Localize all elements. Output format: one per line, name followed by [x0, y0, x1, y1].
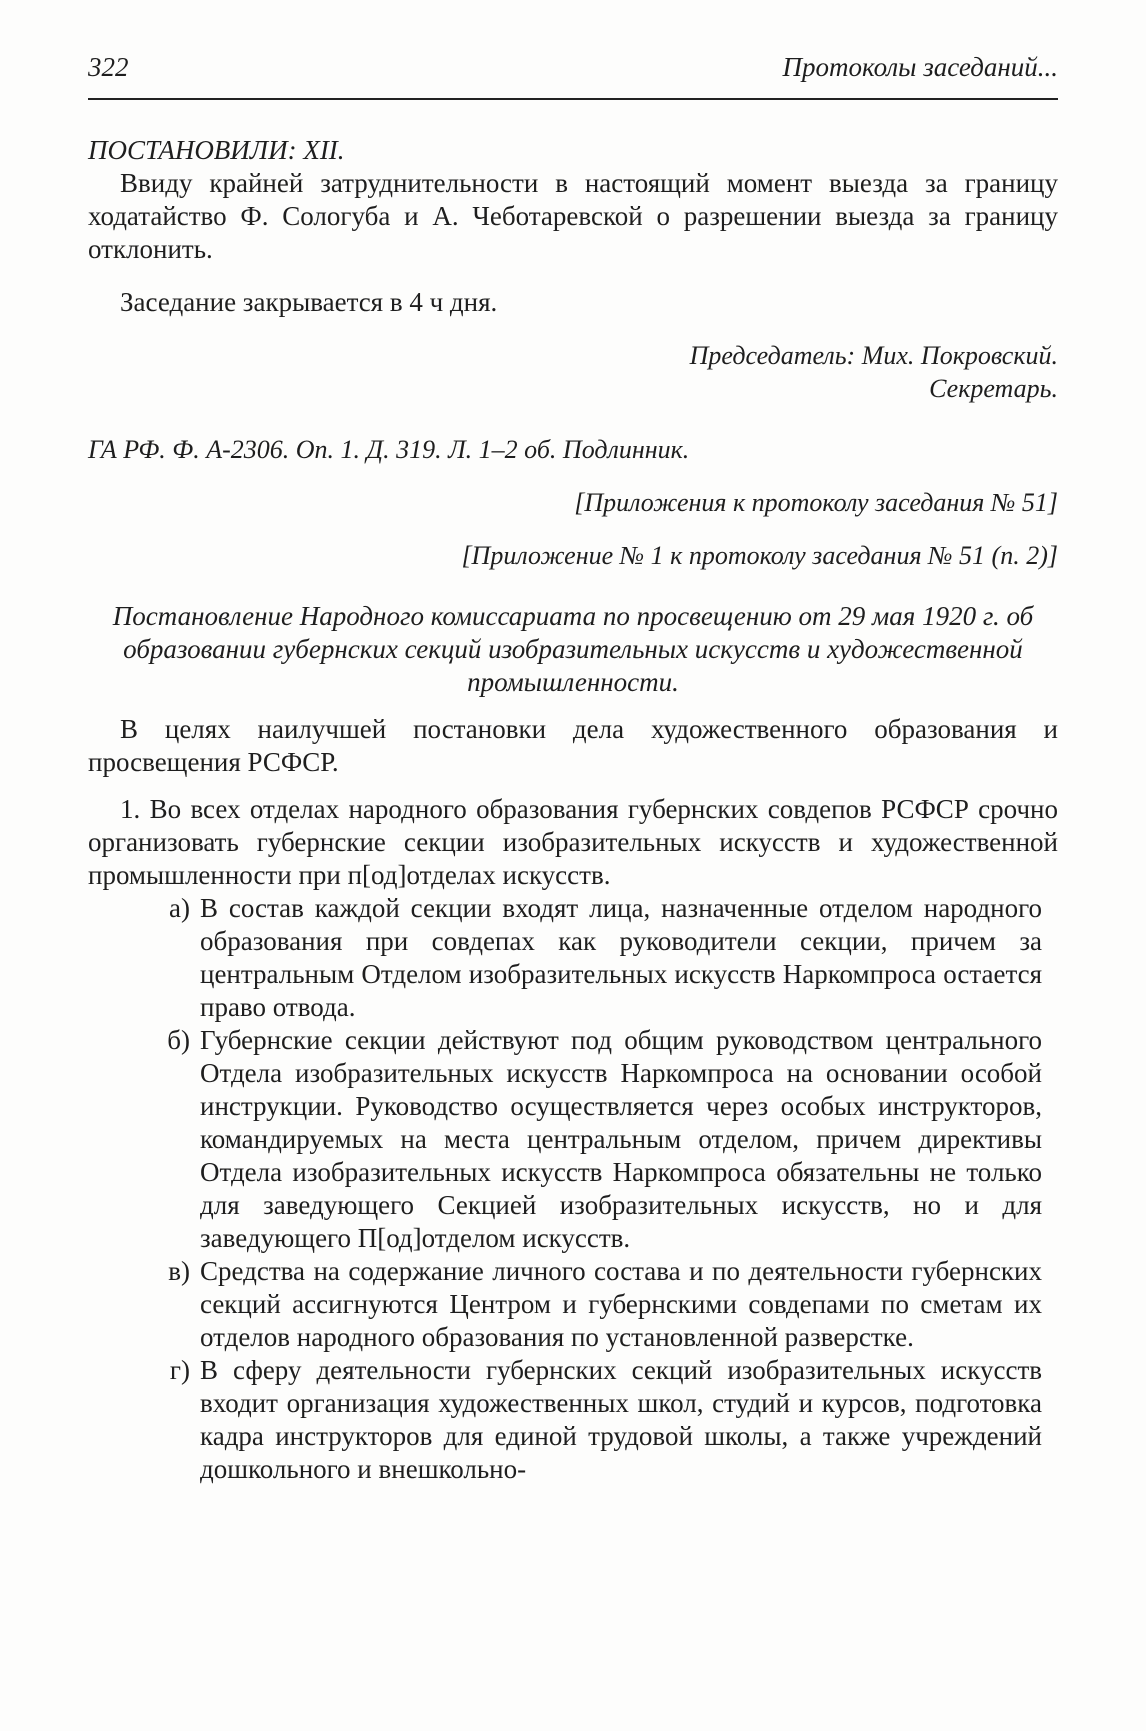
- spacer: [88, 266, 1058, 286]
- spacer: [88, 319, 1058, 339]
- decree-title: Постановление Народного комиссариата по просвещению от 29 мая 1920 г. об образовании губернских секций изобразительных искусств и художественной промышленности.: [112, 601, 1034, 697]
- spacer: [88, 519, 1058, 539]
- decree-item-1: 1. Во всех отделах народного образования губернских совдепов РСФСР срочно организовать губернские секции изобразительных искусств и художественной промышленности при п[од]отделах искусств.: [88, 794, 1058, 890]
- appendices-heading: [Приложения к протоколу заседания № 51]: [574, 488, 1058, 517]
- list-item: [88, 1255, 1058, 1354]
- meeting-closing: Заседание закрывается в 4 ч дня.: [120, 287, 498, 317]
- resolution-label: ПОСТАНОВИЛИ: XII.: [88, 135, 345, 165]
- list-item: [88, 892, 1058, 1024]
- list-marker: б): [167, 1025, 190, 1055]
- list-marker: в): [168, 1256, 190, 1286]
- spacer: [88, 699, 1058, 713]
- list-marker: а): [169, 893, 190, 923]
- page-header: [88, 52, 1058, 94]
- chairman-signature: Председатель: Мих. Покровский.: [689, 341, 1058, 370]
- running-title: Протоколы заседаний...: [782, 52, 1058, 82]
- page-number: 322: [88, 52, 129, 82]
- list-item-text: Средства на содержание личного состава и по деятельности губернских секций ассигнуются Центром и губернскими совдепами по сметам их отделов народного образования по установленной разверстке.: [200, 1256, 1042, 1352]
- list-marker: г): [169, 1355, 190, 1385]
- archive-source: ГА РФ. Ф. А-2306. Оп. 1. Д. 319. Л. 1–2 об. Подлинник.: [88, 435, 690, 464]
- header-rule: [88, 98, 1058, 100]
- resolution-text: Ввиду крайней затруднительности в настоящий момент выезда за границу ходатайство Ф. Сологуба и А. Чеботаревской о разрешении выезда за границу отклонить.: [88, 168, 1058, 264]
- spacer: [88, 405, 1058, 433]
- list-item: [88, 1354, 1058, 1486]
- page-content: [88, 134, 1058, 1486]
- spacer: [88, 466, 1058, 486]
- list-item-text: В сферу деятельности губернских секций изобразительных искусств входит организация художественных школ, студий и курсов, подготовка кадра инструкторов для единой трудовой школы, а также учреждений дошкольного и внешкольно-: [200, 1355, 1042, 1484]
- list-item: [88, 1024, 1058, 1255]
- decree-intro: В целях наилучшей постановки дела художественного образования и просвещения РСФСР.: [88, 714, 1058, 777]
- list-item-text: В состав каждой секции входят лица, назначенные отделом народного образования при совдепах как руководители секции, причем за центральным Отделом изобразительных искусств Наркомпроса остается право отвода.: [200, 893, 1042, 1022]
- secretary-signature: Секретарь.: [929, 374, 1058, 403]
- appendix-1-heading: [Приложение № 1 к протоколу заседания № 51 (п. 2)]: [461, 541, 1058, 570]
- spacer: [88, 572, 1058, 600]
- list-item-text: Губернские секции действуют под общим руководством центрального Отдела изобразительных искусств Наркомпроса на основании особой инструкции. Руководство осуществляется через особых инструкторов, командируемых на места центральным отделом, причем директивы Отдела изобразительных искусств Наркомпроса обязательны не только для заведующего Секцией изобразительных искусств, но и для заведующего П[од]отделом искусств.: [200, 1025, 1042, 1253]
- spacer: [88, 779, 1058, 793]
